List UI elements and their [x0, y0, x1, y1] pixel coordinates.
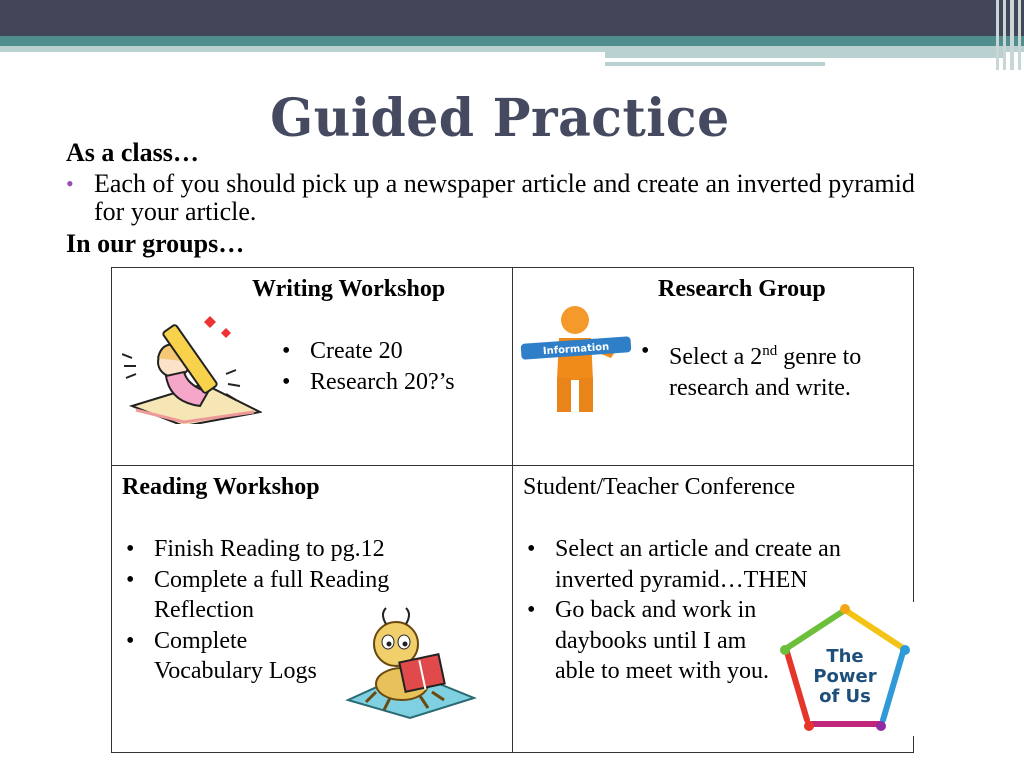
list-item: • Select a 2nd genre to research and write. [637, 336, 907, 403]
power-of-us-logo [775, 602, 915, 736]
accent-line [605, 62, 825, 66]
list-item: • Research 20?’s [278, 367, 498, 398]
information-sign-text: Information [542, 341, 610, 358]
research-group-heading: Research Group [658, 276, 826, 302]
corner-stripes [994, 0, 1024, 70]
as-a-class-heading: As a class… [66, 138, 199, 167]
conference-cell [513, 466, 914, 753]
groups-heading: In our groups… [66, 229, 245, 258]
bullet-dot: • [66, 171, 74, 196]
reading-workshop-cell [112, 466, 513, 753]
conference-heading: Student/Teacher Conference [523, 474, 796, 500]
logo-text-line: Power [813, 666, 877, 687]
accent-band [0, 36, 1024, 46]
list-item: • Create 20 [278, 336, 498, 367]
list-item: • Complete a full Reading Reflection [122, 565, 434, 626]
list-item: • Finish Reading to pg.12 [122, 534, 452, 565]
accent-stripe [605, 52, 1005, 58]
writing-workshop-cell [112, 268, 513, 466]
logo-text-line: The [826, 646, 864, 667]
information-figure-icon [517, 300, 635, 418]
header-band [0, 0, 1024, 36]
research-group-cell [513, 268, 914, 466]
research-group-list [637, 336, 907, 403]
reading-bug-clipart-icon [340, 602, 480, 720]
writing-workshop-list [278, 336, 498, 397]
list-item: • Complete Vocabulary Logs [122, 626, 354, 687]
list-item: • Select an article and create an inverted pyramid…THEN [523, 534, 903, 595]
reading-workshop-heading: Reading Workshop [122, 474, 320, 500]
writing-workshop-heading: Writing Workshop [252, 276, 446, 302]
instruction-bullet: • Each of you should pick up a newspaper article and create an inverted pyramid for your article. [66, 169, 915, 226]
groups-table [111, 267, 914, 753]
writing-clipart-icon [122, 314, 262, 424]
logo-text-line: of Us [819, 686, 871, 707]
list-item: • Go back and work in daybooks until I am able to meet with you. [523, 595, 787, 687]
slide-title: Guided Practice [270, 88, 730, 149]
